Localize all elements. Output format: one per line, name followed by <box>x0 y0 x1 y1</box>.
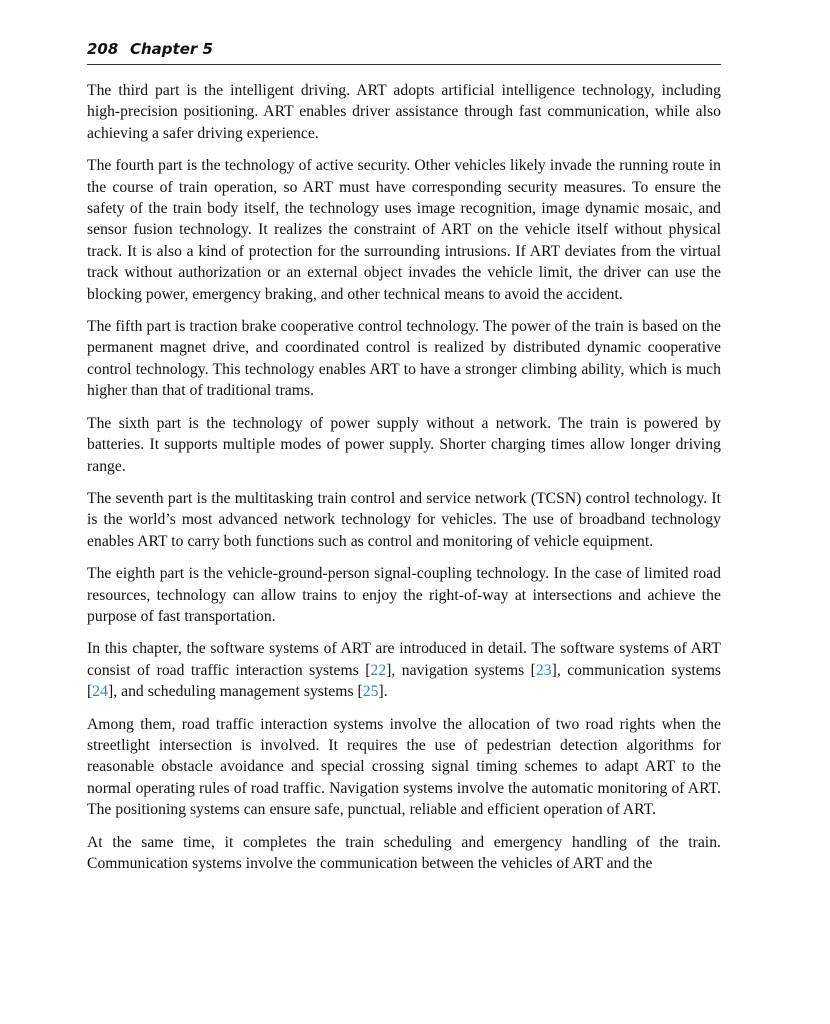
paragraph-fifth-part: The fifth part is traction brake cooperative control technology. The power of the train is based on the permanent magnet drive, and coordinated control is realized by distributed dynamic cooperative control technology. This technology enables ART to have a stronger climbing ability, which is much higher than that of traditional trams. <box>87 318 721 400</box>
reference-link-23[interactable]: 23 <box>535 661 552 679</box>
text-segment: ], navigation systems [ <box>386 661 536 679</box>
reference-link-22[interactable]: 22 <box>370 661 387 679</box>
chapter-label: Chapter 5 <box>130 40 213 58</box>
paragraph-road-traffic: Among them, road traffic interaction systems involve the allocation of two road rights when the streetlight intersection is involved. It requires the use of pedestrian detection algorithms for reasonable obstacle avoidance and special crossing signal timing schemes to adapt ART to the normal operating rules of road traffic. Navigation systems involve the automatic monitoring of ART. The positioning systems can ensure safe, punctual, reliable and efficient operation of ART. <box>87 715 721 819</box>
paragraph-eighth-part: The eighth part is the vehicle-ground-person signal-coupling technology. In the case of limited road resources, technology can allow trains to enjoy the right-of-way at intersections and achieve the purpose of fast transportation. <box>87 565 721 625</box>
reference-link-25[interactable]: 25 <box>362 683 379 701</box>
running-header <box>87 38 721 65</box>
text-segment: ], communication systems [ <box>87 661 721 701</box>
text-segment: ], and scheduling management systems [ <box>107 683 363 701</box>
paragraph-seventh-part: The seventh part is the multitasking train control and service network (TCSN) control technology. It is the world’s most advanced network technology for vehicles. The use of broadband technology enables ART to carry both functions such as control and monitoring of vehicle equipment. <box>87 489 721 550</box>
page-number: 208 <box>87 40 119 58</box>
book-page <box>87 38 721 885</box>
body-text <box>87 80 721 874</box>
paragraph-sixth-part: The sixth part is the technology of power supply without a network. The train is powered by batteries. It supports multiple modes of power supply. Shorter charging times allow longer driving range. <box>87 414 721 475</box>
paragraph-scheduling: At the same time, it completes the train scheduling and emergency handling of the train. Communication systems involve the communication between the vehicles of ART and the <box>87 833 721 872</box>
reference-link-24[interactable]: 24 <box>92 683 108 701</box>
paragraph-fourth-part: The fourth part is the technology of active security. Other vehicles likely invade the running route in the course of train operation, so ART must have corresponding security measures. To ensure the safety of the train body itself, the technology uses image recognition, image dynamic mosaic, and sensor fusion technology. It realizes the constraint of ART on the vehicle itself without physical track. It is also a kind of protection for the surrounding intrusions. If ART deviates from the virtual track without authorization or an external object invades the vehicle limit, the driver can use the blocking power, emergency braking, and other technical means to avoid the accident. <box>87 157 721 303</box>
paragraph-third-part: The third part is the intelligent driving. ART adopts artificial intelligence technology, including high-precision positioning. ART enables driver assistance through fast communication, while also achieving a safer driving experience. <box>87 82 721 142</box>
paragraph-software-systems <box>87 638 721 702</box>
text-segment: In this chapter, the software systems of ART are introduced in detail. The software systems of ART consist of road traffic interaction systems [ <box>87 640 721 679</box>
text-segment: ]. <box>378 683 388 701</box>
